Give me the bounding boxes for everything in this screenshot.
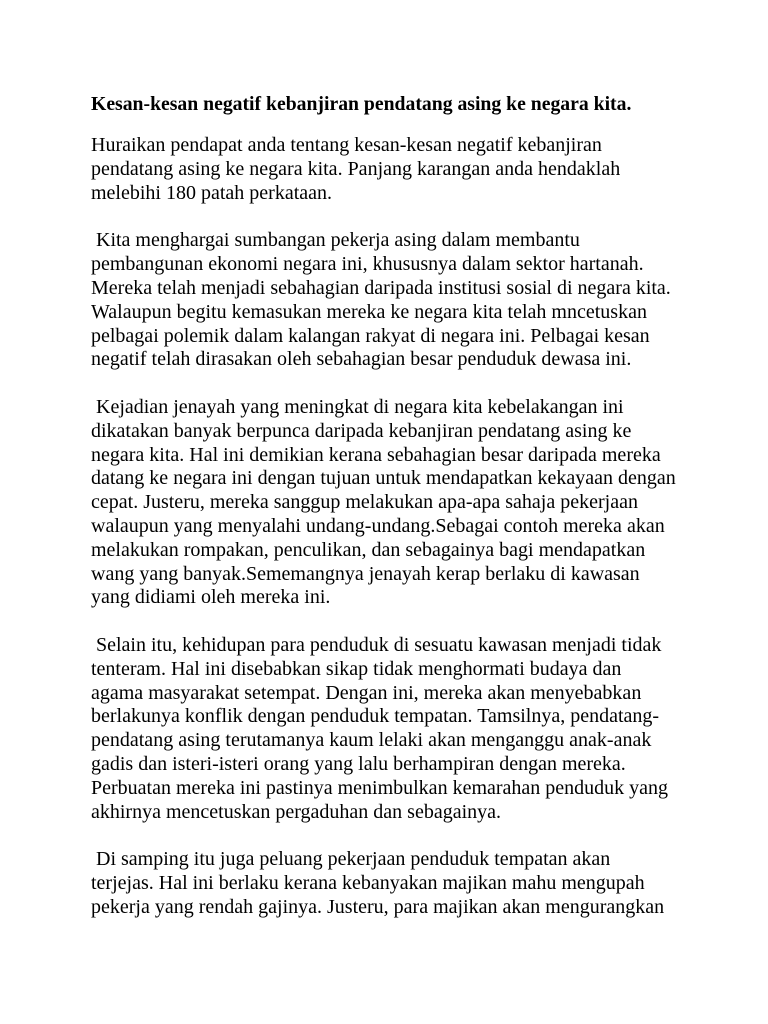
text-line: negara kita. Hal ini demikian kerana sebahagian besar daripada mereka bbox=[91, 443, 661, 466]
text-line: Selain itu, kehidupan para penduduk di sesuatu kawasan menjadi tidak bbox=[91, 634, 662, 657]
text-line: Di samping itu juga peluang pekerjaan penduduk tempatan akan bbox=[91, 848, 611, 871]
text-line: pekerja yang rendah gajinya. Justeru, para majikan akan mengurangkan bbox=[91, 895, 665, 918]
text-line: melebihi 180 patah perkataan. bbox=[91, 181, 333, 204]
text-line: wang yang banyak.Sememangnya jenayah kerap berlaku di kawasan bbox=[91, 562, 640, 585]
text-line: negatif telah dirasakan oleh sebahagian besar penduduk dewasa ini. bbox=[91, 348, 632, 371]
text-line: terjejas. Hal ini berlaku kerana kebanyakan majikan mahu mengupah bbox=[91, 872, 645, 894]
paragraph-question bbox=[91, 134, 748, 205]
paragraph-social-unrest bbox=[91, 634, 748, 824]
paragraph-introduction bbox=[91, 229, 748, 372]
text-line: Kejadian jenayah yang meningkat di negara kita kebelakangan ini bbox=[91, 396, 624, 419]
text-line: walaupun yang menyalahi undang-undang.Sebagai contoh mereka akan bbox=[91, 515, 665, 538]
text-line: agama masyarakat setempat. Dengan ini, mereka akan menyebabkan bbox=[91, 681, 642, 704]
document-title: Kesan-kesan negatif kebanjiran pendatang asing ke negara kita. bbox=[91, 93, 632, 115]
text-line: Mereka telah menjadi sebahagian daripada institusi sosial di negara kita. bbox=[91, 277, 671, 300]
text-line: melakukan rompakan, penculikan, dan sebagainya bagi mendapatkan bbox=[91, 538, 646, 561]
text-line: Walaupun begitu kemasukan mereka ke negara kita telah mncetuskan bbox=[91, 300, 647, 323]
text-line: pelbagai polemik dalam kalangan rakyat di negara ini. Pelbagai kesan bbox=[91, 324, 650, 347]
text-line: berlakunya konflik dengan penduduk tempatan. Tamsilnya, pendatang- bbox=[91, 705, 660, 728]
text-line: gadis dan isteri-isteri orang yang lalu berhampiran dengan mereka. bbox=[91, 753, 626, 776]
text-line: tenteram. Hal ini disebabkan sikap tidak menghormati budaya dan bbox=[91, 657, 622, 680]
paragraph-employment bbox=[91, 848, 748, 919]
text-line: pendatang asing ke negara kita. Panjang karangan anda hendaklah bbox=[91, 158, 621, 181]
text-line: datang ke negara ini dengan tujuan untuk mendapatkan kekayaan dengan bbox=[91, 467, 676, 490]
text-line: pembangunan ekonomi negara ini, khususnya dalam sektor hartanah. bbox=[91, 253, 644, 276]
text-line: Kita menghargai sumbangan pekerja asing dalam membantu bbox=[91, 229, 580, 252]
text-line: dikatakan banyak berpunca daripada kebanjiran pendatang asing ke bbox=[91, 419, 632, 442]
text-line: Perbuatan mereka ini pastinya menimbulkan kemarahan penduduk yang bbox=[91, 776, 669, 799]
text-line: yang didiami oleh mereka ini. bbox=[91, 586, 331, 609]
text-line: pendatang asing terutamanya kaum lelaki akan menganggu anak-anak bbox=[91, 729, 652, 752]
paragraph-crime bbox=[91, 396, 748, 610]
text-line: Huraikan pendapat anda tentang kesan-kesan negatif kebanjiran bbox=[91, 134, 602, 157]
text-line: cepat. Justeru, mereka sanggup melakukan apa-apa sahaja pekerjaan bbox=[91, 491, 638, 514]
text-line: akhirnya mencetuskan pergaduhan dan sebagainya. bbox=[91, 800, 502, 823]
